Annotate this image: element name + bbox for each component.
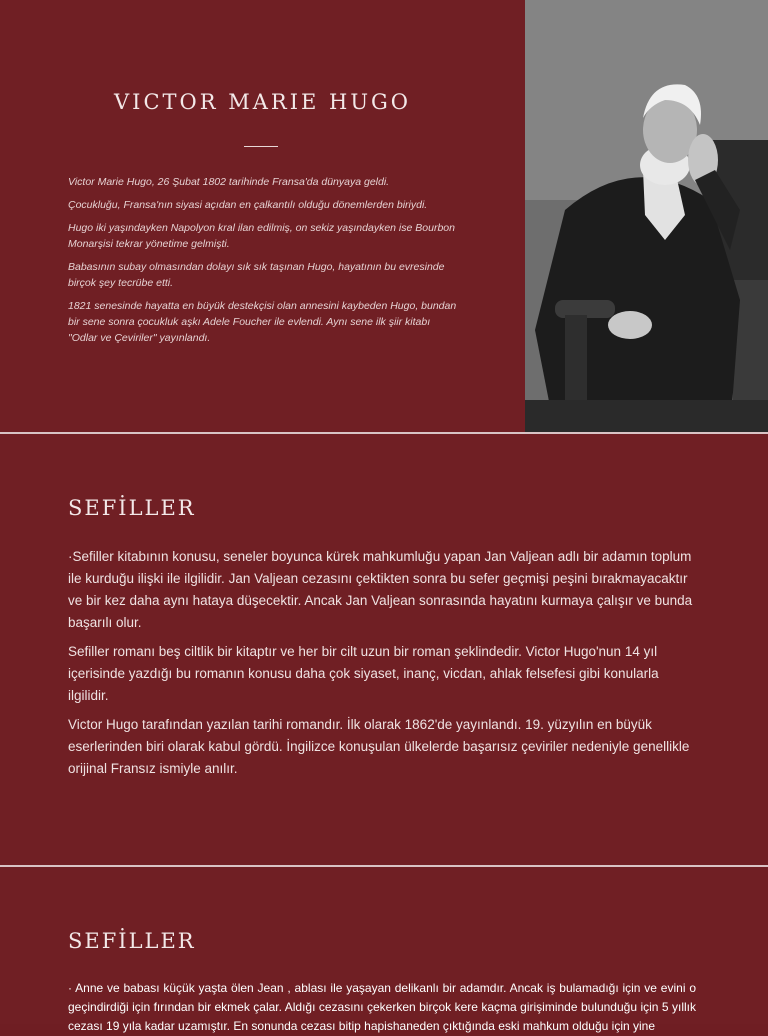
bio-paragraph: Hugo iki yaşındayken Napolyon kral ilan edilmiş, on sekiz yaşındayken ise Bourbon Monarşisi tekrar yönetime gelmişti. <box>68 222 455 250</box>
body-paragraph: Victor Hugo tarafından yazılan tarihi romandır. İlk olarak 1862'de yayınlandı. 19. yüzyılın en büyük eserlerinden biri olarak kabul gördü. İngilizce konuşulan ülkelerde başarısız çeviriler nedeniyle genellikle orijinal Fransız ismiyle anılır. <box>68 717 690 776</box>
slide-sefiller-summary <box>0 434 768 865</box>
bio-paragraph: Babasının subay olmasından dolayı sık sık taşınan Hugo, hayatının bu evresinde birçok şey tecrübe etti. <box>68 261 445 289</box>
victor-hugo-portrait <box>525 0 768 432</box>
slide-sefiller-plot <box>0 867 768 1033</box>
page-title: VICTOR MARIE HUGO <box>113 90 412 114</box>
slide-victor-hugo <box>0 0 768 432</box>
section-title: SEFİLLER <box>68 929 196 953</box>
body-paragraph: ·Sefiller kitabının konusu, seneler boyunca kürek mahkumluğu yapan Jan Valjean adlı bir adamın toplum ile kurduğu ilişki ile ilgilidir. Jan Valjean cezasını çektikten sonra bu sefer geçmişi peşini bırakmayacaktır ve bir kez daha aynı hataya düşecektir. Ancak Jan Valjean sonrasında hayatını kurmaya çalışır ve bunda başarılı olur. <box>68 549 693 630</box>
body-paragraph: · Anne ve babası küçük yaşta ölen Jean , ablası ile yaşayan delikanlı bir adamdır. Ancak iş bulamadığı için ve evini o geçindirdiği için fırından bir ekmek çalar. Aldığı cezasını çekerken birçok kere kaçma girişiminde bulunduğu için 5 yıllık cezası 19 yıla kadar uzamıştır. En sonunda cezası bitip hapishaneden çıktığında eski mahkum olduğu için yine <box>68 981 696 1033</box>
section-body <box>68 979 696 1036</box>
bio-paragraph: Victor Marie Hugo, 26 Şubat 1802 tarihinde Fransa'da dünyaya geldi. <box>68 176 390 188</box>
bio-paragraph: Çocukluğu, Fransa'nın siyasi açıdan en çalkantılı olduğu dönemlerden biriydi. <box>68 199 428 211</box>
bio-paragraph: 1821 senesinde hayatta en büyük destekçisi olan annesini kaybeden Hugo, bundan bir sene sonra çocukluk aşkı Adele Foucher ile evlendi. Aynı sene ilk şiir kitabı "Odlar ve Çeviriler" yayınlandı. <box>68 300 457 344</box>
section-title: SEFİLLER <box>68 496 196 520</box>
section-body <box>68 546 700 787</box>
title-underline <box>244 146 278 147</box>
body-paragraph: Sefiller romanı beş ciltlik bir kitaptır ve her bir cilt uzun bir roman şeklindedir. Victor Hugo'nun 14 yıl içerisinde yazdığı bu romanın konusu daha çok siyaset, inanç, vicdan, ahlak felsefesi gibi konularla ilgilidir. <box>68 644 659 703</box>
biography-text <box>68 174 458 353</box>
